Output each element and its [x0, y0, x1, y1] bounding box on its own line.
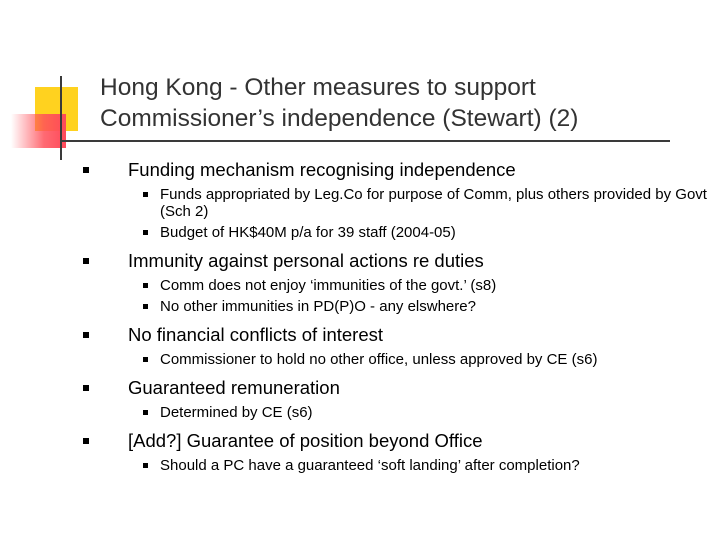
sub-bullet	[60, 277, 710, 294]
slide-title-line-1: Hong Kong - Other measures to support	[100, 74, 536, 101]
bullet-text: Guaranteed remuneration	[128, 377, 340, 398]
bullet-text: [Add?] Guarantee of position beyond Office	[128, 430, 483, 451]
sub-bullet	[60, 457, 710, 474]
slide-title	[100, 72, 700, 134]
sub-bullet-text: Funds appropriated by Leg.Co for purpose of Comm, plus others provided by Govt (Sch 2)	[160, 186, 707, 220]
decor-horizontal-line	[60, 140, 670, 142]
sub-bullet-text: Commissioner to hold no other office, unless approved by CE (s6)	[160, 351, 598, 368]
sub-bullet-text: Comm does not enjoy ‘immunities of the govt.’ (s8)	[160, 277, 497, 294]
bullet-funding	[60, 158, 710, 182]
bullet-conflicts	[60, 323, 710, 347]
decor-red-bar	[11, 114, 66, 148]
sub-bullet	[60, 298, 710, 315]
bullet-immunity	[60, 249, 710, 273]
bullet-remuneration	[60, 376, 710, 400]
sub-bullet	[60, 351, 710, 368]
sub-bullet-text: No other immunities in PD(P)O - any elswhere?	[160, 298, 476, 315]
bullet-text: Funding mechanism recognising independence	[128, 159, 516, 180]
bullet-text: No financial conflicts of interest	[128, 324, 384, 345]
bullet-guarantee	[60, 429, 710, 453]
decor-vertical-line	[60, 76, 62, 160]
bullet-text: Immunity against personal actions re duties	[128, 250, 484, 271]
slide-content	[60, 158, 710, 474]
sub-bullet	[60, 404, 710, 421]
sub-bullet-text: Budget of HK$40M p/a for 39 staff (2004-05)	[160, 224, 456, 241]
sub-bullet	[60, 224, 710, 241]
sub-bullet-text: Should a PC have a guaranteed ‘soft landing’ after completion?	[160, 457, 580, 474]
slide-title-line-2: Commissioner’s independence (Stewart) (2)	[100, 105, 579, 132]
sub-bullet-text: Determined by CE (s6)	[160, 404, 313, 421]
sub-bullet	[60, 186, 710, 220]
